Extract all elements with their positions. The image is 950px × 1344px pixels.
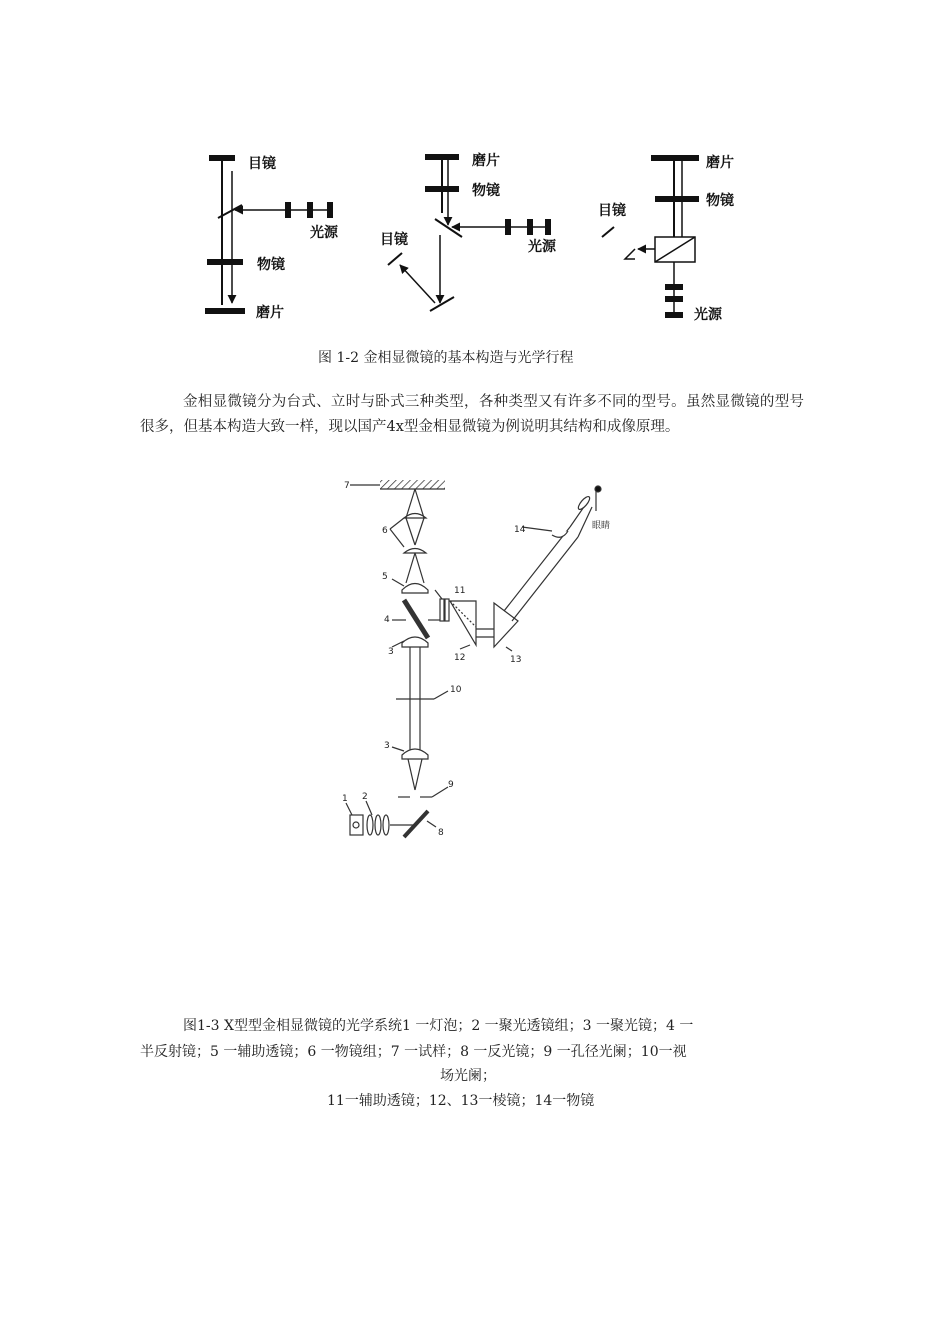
label-n13: 13 bbox=[510, 655, 522, 665]
diagram-c bbox=[602, 156, 698, 317]
label-a-eyepiece: 目镜 bbox=[248, 156, 276, 172]
label-b-eyepiece: 目镜 bbox=[380, 232, 408, 248]
label-n7: 7 bbox=[344, 481, 350, 491]
figure-1-3 bbox=[330, 475, 620, 850]
label-n8: 8 bbox=[438, 828, 444, 838]
figure-1-3-caption-line-1: 图1-3 X型型金相显微镜的光学系统1 一灯泡；2 一聚光透镜组；3 一聚光镜；4 一 bbox=[183, 1018, 694, 1034]
label-n1: 1 bbox=[342, 794, 348, 804]
label-n11: 11 bbox=[454, 586, 466, 596]
label-a-light-source: 光源 bbox=[310, 225, 338, 241]
label-n10: 10 bbox=[450, 685, 462, 695]
label-a-specimen: 磨片 bbox=[256, 305, 284, 321]
label-c-objective: 物镜 bbox=[706, 193, 734, 209]
body-paragraph: 金相显微镜分为台式、立时与卧式三种类型，各种类型又有许多不同的型号。虽然显微镜的型号很多，但基本构造大致一样，现以国产4x型金相显微镜为例说明其结构和成像原理。 bbox=[140, 394, 804, 435]
label-c-eyepiece: 目镜 bbox=[598, 203, 626, 219]
label-n4: 4 bbox=[384, 615, 390, 625]
label-b-light-source: 光源 bbox=[528, 239, 556, 255]
label-n9: 9 bbox=[448, 780, 454, 790]
label-n5: 5 bbox=[382, 572, 388, 582]
label-n12: 12 bbox=[454, 653, 466, 663]
label-c-light-source: 光源 bbox=[694, 307, 722, 323]
figure-1-3-caption-line-4: 11一辅助透镜；12、13一棱镜；14一物镜 bbox=[327, 1093, 595, 1109]
label-n6: 6 bbox=[382, 526, 388, 536]
label-n3a: 3 bbox=[388, 647, 394, 657]
label-n3b: 3 bbox=[384, 741, 390, 751]
label-eye: 眼睛 bbox=[592, 521, 611, 531]
figure-1-3-caption-line-2: 半反射镜；5 一辅助透镜；6 一物镜组；7 一试样；8 一反光镜；9 一孔径光阑；10一视 bbox=[140, 1044, 687, 1060]
figure-1-2-caption: 图 1-2 金相显微镜的基本构造与光学行程 bbox=[318, 350, 574, 366]
figure-1-3-caption-line-3: 场光阑； bbox=[440, 1068, 496, 1084]
figure-1-2 bbox=[190, 145, 760, 330]
label-b-specimen: 磨片 bbox=[472, 153, 500, 169]
diagram-b bbox=[388, 155, 550, 311]
label-a-objective: 物镜 bbox=[257, 257, 285, 273]
label-c-specimen: 磨片 bbox=[706, 155, 734, 171]
label-b-objective: 物镜 bbox=[472, 183, 500, 199]
label-n2: 2 bbox=[362, 792, 368, 802]
label-n14: 14 bbox=[514, 525, 526, 535]
